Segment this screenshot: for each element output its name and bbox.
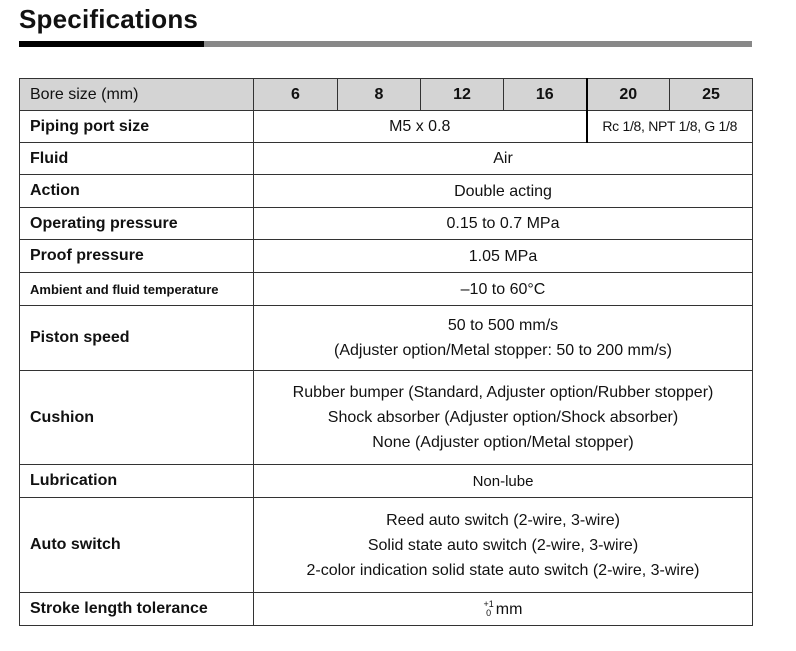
bore-size-value: 8	[338, 79, 421, 111]
specifications-table	[19, 78, 753, 626]
lubrication-value: Non-lube	[254, 465, 753, 498]
action-value: Double acting	[254, 175, 753, 208]
cushion-line: Rubber bumper (Standard, Adjuster option/Rubber stopper)	[292, 384, 714, 401]
piping-port-value-large-bore: Rc 1/8, NPT 1/8, G 1/8	[587, 111, 753, 143]
temperature-value: –10 to 60°C	[254, 273, 753, 306]
bore-size-value: 12	[421, 79, 504, 111]
proof-pressure-label: Proof pressure	[20, 240, 254, 273]
bore-size-value: 20	[587, 79, 670, 111]
cushion-value	[254, 371, 753, 465]
stroke-tolerance-value	[254, 593, 753, 626]
cushion-line: None (Adjuster option/Metal stopper)	[372, 434, 634, 451]
fluid-label: Fluid	[20, 143, 254, 175]
operating-pressure-value: 0.15 to 0.7 MPa	[254, 208, 753, 240]
proof-pressure-value: 1.05 MPa	[254, 240, 753, 273]
lubrication-label: Lubrication	[20, 465, 254, 498]
piping-port-label: Piping port size	[20, 111, 254, 143]
piston-speed-row	[20, 306, 753, 371]
piston-speed-line: (Adjuster option/Metal stopper: 50 to 200 mm/s)	[334, 342, 672, 359]
proof-pressure-row	[20, 240, 753, 273]
page-title: Specifications	[19, 4, 199, 34]
auto-switch-row	[20, 498, 753, 593]
temperature-label: Ambient and fluid temperature	[20, 273, 254, 306]
fluid-row	[20, 143, 753, 175]
stroke-tolerance-label: Stroke length tolerance	[20, 593, 254, 626]
title-underline	[19, 41, 204, 47]
cushion-label: Cushion	[20, 371, 254, 465]
tolerance-unit: mm	[495, 600, 523, 618]
piping-port-value-small-bore: M5 x 0.8	[254, 111, 587, 143]
auto-switch-line: Reed auto switch (2-wire, 3-wire)	[386, 511, 620, 529]
temperature-row	[20, 273, 753, 306]
action-label: Action	[20, 175, 254, 208]
tolerance-fraction	[484, 600, 494, 618]
stroke-tolerance-row	[20, 593, 753, 626]
operating-pressure-label: Operating pressure	[20, 208, 254, 240]
piston-speed-value	[254, 306, 753, 371]
cushion-row	[20, 371, 753, 465]
tolerance-upper: +1	[483, 599, 494, 610]
auto-switch-label: Auto switch	[20, 498, 254, 593]
operating-pressure-row	[20, 208, 753, 240]
fluid-value: Air	[254, 143, 753, 175]
bore-size-row	[20, 79, 753, 111]
piston-speed-line: 50 to 500 mm/s	[447, 317, 559, 334]
auto-switch-line: 2-color indication solid state auto switch (2-wire, 3-wire)	[306, 561, 700, 579]
bore-size-value: 16	[504, 79, 587, 111]
auto-switch-value	[254, 498, 753, 593]
bore-size-value: 6	[254, 79, 338, 111]
auto-switch-line: Solid state auto switch (2-wire, 3-wire)	[367, 536, 639, 554]
piping-port-row	[20, 111, 753, 143]
cushion-line: Shock absorber (Adjuster option/Shock absorber)	[327, 409, 679, 426]
piston-speed-label: Piston speed	[20, 306, 254, 371]
bore-size-label: Bore size (mm)	[20, 79, 254, 111]
bore-size-value: 25	[670, 79, 753, 111]
title-rule	[204, 41, 752, 47]
lubrication-row	[20, 465, 753, 498]
tolerance-lower: 0	[486, 608, 492, 619]
action-row	[20, 175, 753, 208]
